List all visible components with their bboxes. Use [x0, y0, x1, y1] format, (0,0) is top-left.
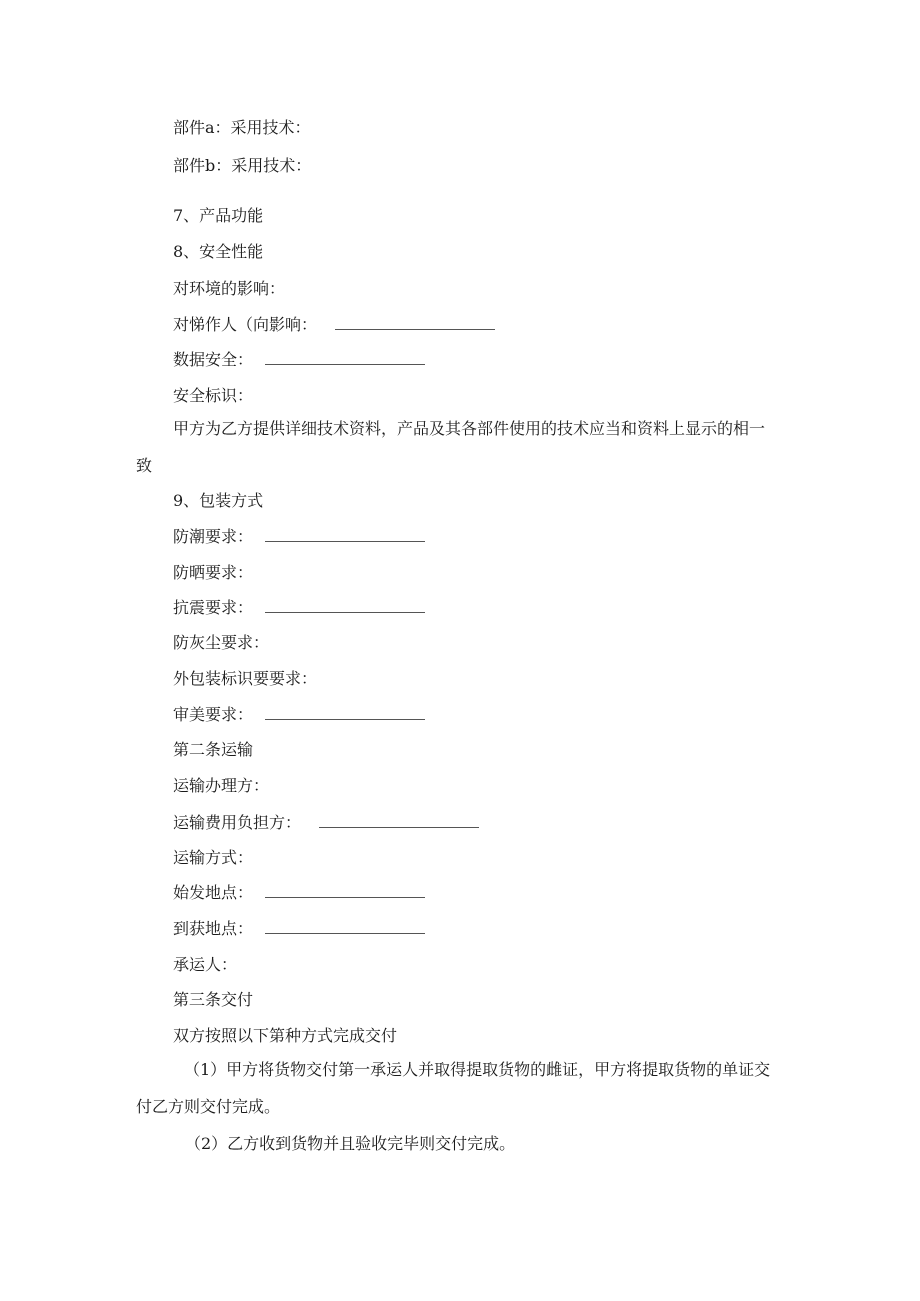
part-b-line: 部件b：采用技术： [173, 156, 312, 175]
destination-blank [265, 919, 425, 934]
moisture-label: 防潮要求： [173, 527, 254, 546]
shock-blank [265, 598, 425, 613]
moisture-blank [265, 527, 425, 542]
transport-cost-row [173, 813, 479, 833]
transport-party-line: 运输办理方： [173, 776, 270, 795]
delivery-intro-line: 双方按照以下第种方式完成交付 [173, 1026, 398, 1045]
transport-cost-label: 运输费用负担方： [173, 813, 302, 832]
aesthetic-blank [265, 705, 425, 720]
part-a-line: 部件a：采用技术： [173, 118, 311, 137]
item-9-heading: 9、包装方式 [173, 491, 264, 510]
operator-impact-blank [335, 315, 495, 330]
sun-line: 防晒要求： [173, 563, 254, 582]
origin-blank [265, 883, 425, 898]
carrier-line: 承运人： [173, 955, 238, 974]
aesthetic-label: 审美要求： [173, 705, 254, 724]
shock-label: 抗震要求： [173, 598, 254, 617]
article-2-heading: 第二条运输 [173, 740, 254, 759]
transport-cost-blank [319, 813, 479, 828]
tech-info-paragraph: 甲方为乙方提供详细技术资料，产品及其各部件使用的技术应当和资料上显示的相一致 [136, 419, 766, 475]
env-impact-line: 对环境的影响： [173, 279, 286, 298]
moisture-row [173, 527, 425, 547]
destination-row [173, 919, 425, 939]
origin-row [173, 883, 425, 903]
delivery-option-1: （1）甲方将货物交付第一承运人并取得提取货物的雌证，甲方将提取货物的单证交付乙方则交付完成。 [136, 1060, 771, 1116]
data-security-row [173, 350, 425, 370]
data-security-blank [265, 350, 425, 365]
delivery-option-2: （2）乙方收到货物并且验收完毕则交付完成。 [185, 1134, 516, 1153]
item-7-heading: 7、产品功能 [173, 206, 264, 225]
shock-row [173, 598, 425, 618]
transport-mode-line: 运输方式： [173, 848, 254, 867]
article-3-heading: 第三条交付 [173, 990, 254, 1009]
operator-impact-row [173, 315, 495, 335]
outer-mark-line: 外包装标识要要求： [173, 669, 318, 688]
operator-impact-label: 对悌作人（向影响： [173, 315, 318, 334]
dust-line: 防灰尘要求： [173, 633, 270, 652]
origin-label: 始发地点： [173, 883, 254, 902]
item-8-heading: 8、安全性能 [173, 242, 264, 261]
safety-mark-line: 安全标识： [173, 386, 254, 405]
aesthetic-row [173, 705, 425, 725]
destination-label: 到获地点： [173, 919, 254, 938]
data-security-label: 数据安全： [173, 350, 254, 369]
